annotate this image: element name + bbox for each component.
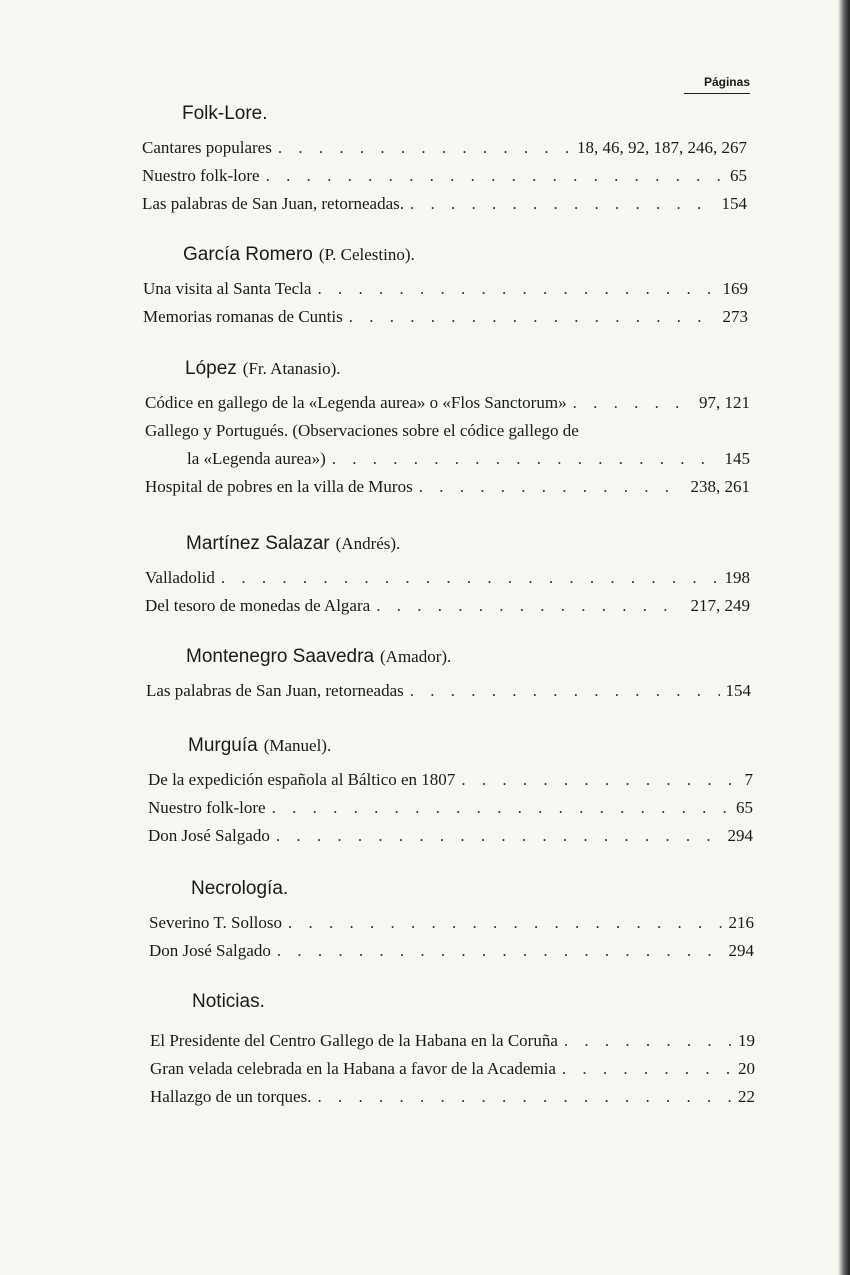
index-entry — [142, 190, 747, 218]
dot-leader — [221, 564, 719, 592]
section-folk-lore — [142, 103, 747, 218]
entry-pages: 18, 46, 92, 187, 246, 267 — [577, 138, 747, 157]
index-entry — [148, 794, 753, 822]
entry-title: Códice en gallego de la «Legenda aurea» o «Flos Sanctorum» — [145, 393, 567, 412]
index-entry — [145, 389, 750, 417]
section-heading: Montenegro Saavedra — [186, 646, 375, 667]
entry-title: Las palabras de San Juan, retorneadas — [146, 681, 404, 700]
entry-title: Una visita al Santa Tecla — [143, 279, 312, 298]
section-title — [192, 991, 755, 1013]
entry-title: Del tesoro de monedas de Algara — [145, 596, 371, 615]
entry-title: Hallazgo de un torques. — [150, 1087, 312, 1106]
entry-pages: 65 — [736, 798, 753, 817]
index-entry-continued — [145, 417, 750, 445]
section-necrologia — [149, 878, 754, 965]
dot-leader — [288, 909, 722, 937]
entry-pages: 198 — [724, 568, 750, 587]
dot-leader — [276, 822, 722, 850]
index-entry — [148, 822, 753, 850]
page-edge-shadow — [838, 0, 850, 1275]
entry-title: Gran velada celebrada en la Habana a favor de la Academia — [150, 1059, 556, 1078]
dot-leader — [349, 303, 717, 331]
section-martinez-salazar — [145, 533, 750, 620]
entry-pages: 217, 249 — [690, 596, 750, 615]
section-title — [186, 646, 751, 668]
entry-pages: 238, 261 — [690, 477, 750, 496]
dot-leader — [278, 134, 571, 162]
dot-leader — [272, 794, 730, 822]
section-title — [191, 878, 754, 900]
entry-title: Nuestro folk-lore — [148, 798, 266, 817]
section-heading: García Romero — [183, 244, 313, 265]
entry-pages: 7 — [744, 770, 753, 789]
entry-title: Cantares populares — [142, 138, 272, 157]
section-subtitle: (P. Celestino). — [318, 245, 415, 264]
dot-leader — [410, 190, 716, 218]
entry-title: Severino T. Solloso — [149, 913, 283, 932]
index-entry — [149, 937, 754, 965]
section-lopez — [145, 358, 750, 501]
index-entry — [145, 473, 750, 501]
section-heading: Martínez Salazar — [186, 533, 330, 554]
entry-title: Memorias romanas de Cuntis — [143, 307, 343, 326]
index-entry — [142, 134, 747, 162]
entry-title: El Presidente del Centro Gallego de la Habana en la Coruña — [150, 1031, 558, 1050]
entry-title: Las palabras de San Juan, retorneadas. — [142, 194, 404, 213]
entry-pages: 294 — [727, 826, 753, 845]
index-entry — [150, 1055, 755, 1083]
entry-pages: 154 — [721, 194, 747, 213]
entry-title: Valladolid — [145, 568, 215, 587]
entry-pages: 294 — [728, 941, 754, 960]
entry-pages: 216 — [728, 913, 754, 932]
section-subtitle: (Andrés). — [335, 534, 401, 553]
dot-leader — [562, 1055, 732, 1083]
dot-leader — [410, 677, 720, 705]
dot-leader — [332, 445, 719, 473]
index-entry — [142, 162, 747, 190]
section-garcia-romero — [143, 244, 748, 331]
index-entry — [145, 445, 750, 473]
index-entry — [148, 766, 753, 794]
dot-leader — [277, 937, 723, 965]
entry-title: Don José Salgado — [149, 941, 271, 960]
section-heading: Noticias. — [192, 991, 265, 1012]
index-entry — [149, 909, 754, 937]
entry-pages: 22 — [738, 1087, 755, 1106]
dot-leader — [317, 275, 716, 303]
index-entry — [146, 677, 751, 705]
section-title — [186, 533, 750, 555]
dot-leader — [376, 592, 684, 620]
entry-pages: 154 — [725, 681, 751, 700]
dot-leader — [461, 766, 738, 794]
entry-pages: 145 — [724, 449, 750, 468]
section-subtitle: (Manuel). — [263, 736, 332, 755]
section-title — [188, 735, 753, 757]
index-entry — [145, 564, 750, 592]
entry-pages: 169 — [722, 279, 748, 298]
section-title — [185, 358, 750, 380]
section-noticias — [150, 991, 755, 1111]
entry-title: Gallego y Portugués. (Observaciones sobre el códice gallego de — [145, 421, 579, 440]
section-montenegro-saavedra — [146, 646, 751, 705]
entry-pages: 97, 121 — [699, 393, 750, 412]
pages-column-header: Páginas — [684, 75, 750, 94]
index-entry — [145, 592, 750, 620]
section-heading: López — [185, 358, 237, 379]
section-title — [183, 244, 748, 266]
entry-pages: 20 — [738, 1059, 755, 1078]
entry-title: la «Legenda aurea») — [187, 449, 326, 468]
section-subtitle: (Amador). — [380, 647, 452, 666]
entry-title: Hospital de pobres en la villa de Muros — [145, 477, 413, 496]
index-entry — [143, 275, 748, 303]
section-heading: Folk-Lore. — [182, 103, 268, 124]
dot-leader — [573, 389, 693, 417]
entry-title: De la expedición española al Báltico en 1807 — [148, 770, 456, 789]
section-title — [182, 103, 747, 125]
dot-leader — [419, 473, 685, 501]
dot-leader — [266, 162, 724, 190]
entry-pages: 65 — [730, 166, 747, 185]
section-heading: Murguía — [188, 735, 258, 756]
entry-title: Nuestro folk-lore — [142, 166, 260, 185]
entry-title: Don José Salgado — [148, 826, 270, 845]
section-heading: Necrología. — [191, 878, 289, 899]
dot-leader — [317, 1083, 732, 1111]
dot-leader — [564, 1027, 732, 1055]
entry-pages: 19 — [738, 1031, 755, 1050]
index-entry — [150, 1083, 755, 1111]
entry-pages: 273 — [722, 307, 748, 326]
index-entry — [150, 1027, 755, 1055]
section-murguia — [148, 735, 753, 850]
index-entry — [143, 303, 748, 331]
section-subtitle: (Fr. Atanasio). — [242, 359, 341, 378]
